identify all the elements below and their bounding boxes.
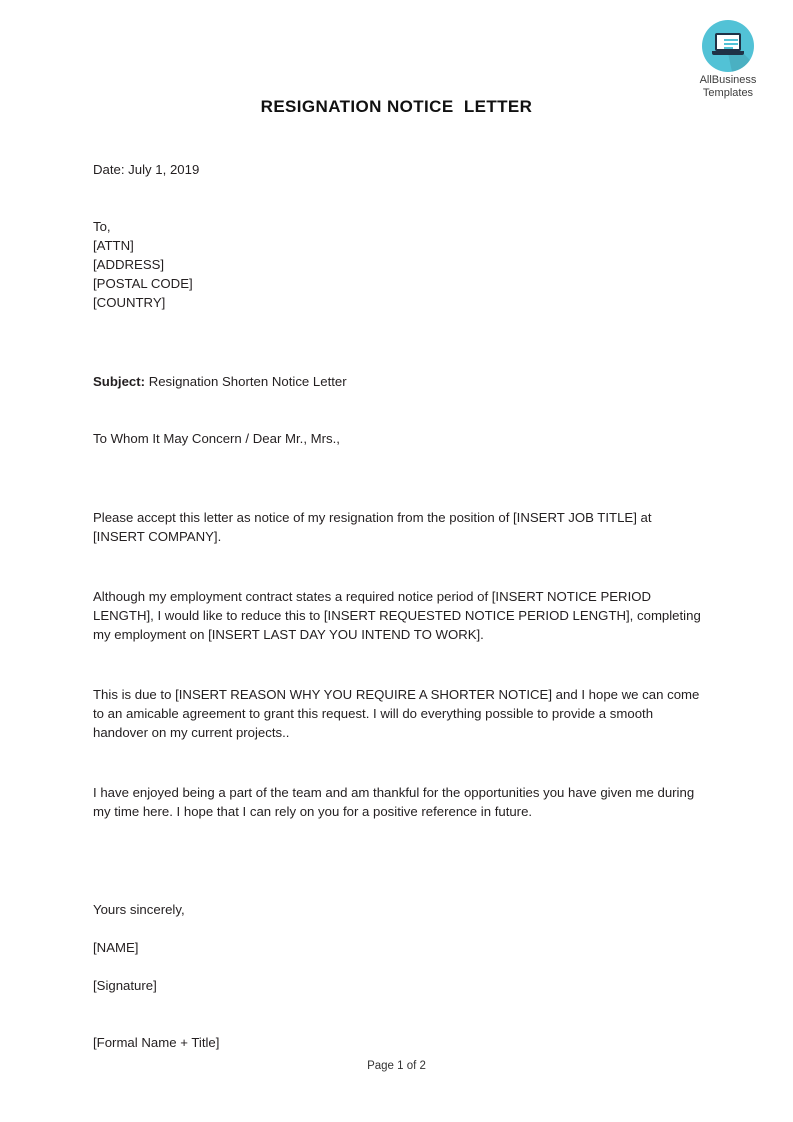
laptop-base (712, 51, 744, 55)
body-paragraph-1: Please accept this letter as notice of my resignation from the position of [INSERT JOB TITLE] at [INSERT COMPANY]. (93, 510, 652, 544)
laptop-icon (712, 33, 744, 59)
closing-sign-off: Yours sincerely, (93, 902, 185, 917)
brand-name-line-2: Templates (702, 87, 754, 99)
subject-line (93, 372, 703, 391)
page-title: RESIGNATION NOTICE LETTER (260, 97, 533, 116)
recipient-line-to: To, (93, 219, 111, 234)
body-paragraph-3: This is due to [INSERT REASON WHY YOU REQUIRE A SHORTER NOTICE] and I hope we can come to an amicable agreement to grant this request. I will do everything possible to provide a smooth handover on my current projects.. (93, 687, 700, 740)
recipient-line-address: [ADDRESS] (93, 257, 165, 272)
laptop-text-line (724, 39, 738, 41)
body-paragraph-2: Although my employment contract states a required notice period of [INSERT NOTICE PERIOD LENGTH], I would like to reduce this to [INSERT REQUESTED NOTICE PERIOD LENGTH], completing my employment on [INSERT LAST DAY YOU INTEND TO WORK]. (93, 589, 701, 642)
recipient-line-postal-code: [POSTAL CODE] (93, 276, 193, 291)
letter-body (93, 160, 703, 1052)
body-paragraph-4: I have enjoyed being a part of the team and am thankful for the opportunities you have given me during my time here. I hope that I can rely on you for a positive reference in future. (93, 785, 695, 819)
laptop-text-line (724, 47, 733, 49)
subject-value: Resignation Shorten Notice Letter (148, 374, 347, 389)
page-footer: Page 1 of 2 (367, 1060, 426, 1072)
closing-signature: [Signature] (93, 978, 157, 993)
closing-formal-name: [Formal Name + Title] (93, 1035, 220, 1050)
recipient-address-block (93, 217, 703, 312)
salutation: To Whom It May Concern / Dear Mr., Mrs., (93, 431, 340, 446)
closing-name: [NAME] (93, 940, 139, 955)
subject-label: Subject: (93, 374, 146, 389)
recipient-line-country: [COUNTRY] (93, 295, 166, 310)
date-line: Date: July 1, 2019 (93, 162, 200, 177)
brand-logo (686, 20, 770, 100)
brand-name-line-1: AllBusiness (699, 74, 757, 86)
laptop-text-line (724, 43, 738, 45)
laptop-screen (715, 33, 741, 51)
logo-circle (702, 20, 754, 72)
recipient-line-attn: [ATTN] (93, 238, 134, 253)
